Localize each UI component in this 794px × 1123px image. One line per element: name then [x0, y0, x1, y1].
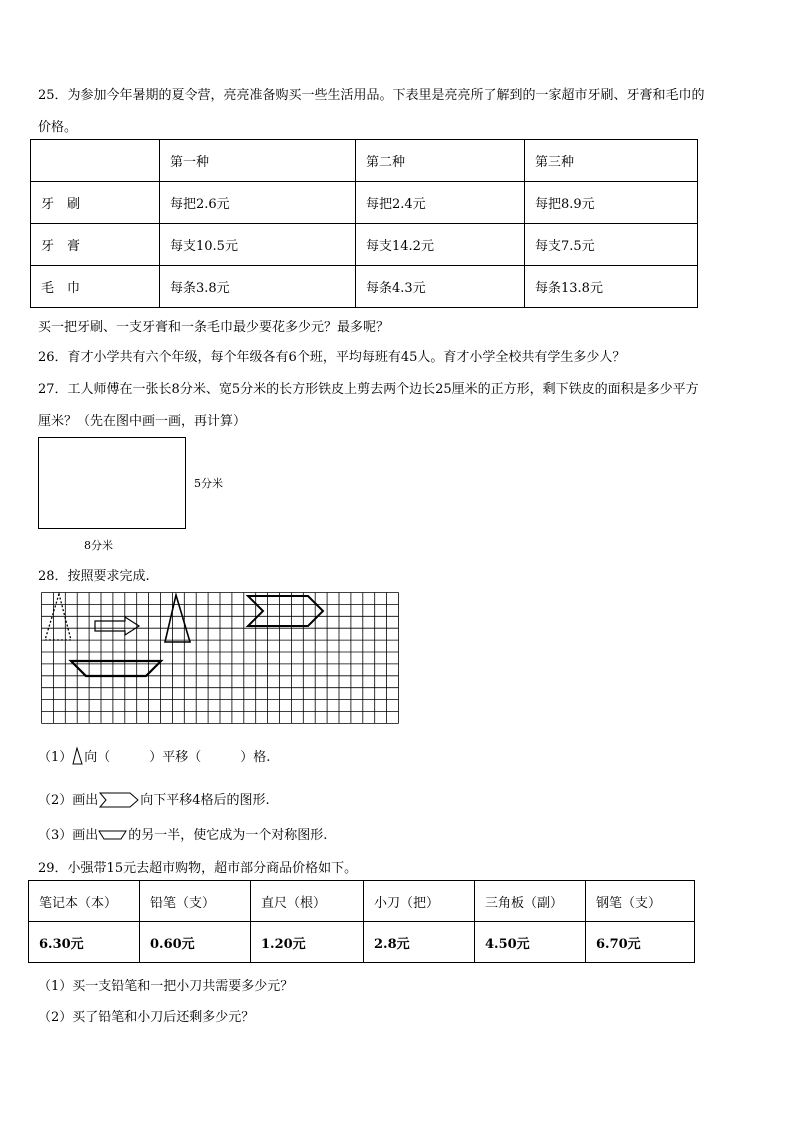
- table-cell: 6.30元: [29, 922, 140, 963]
- table-header-row: [31, 140, 698, 182]
- table-cell: 每把8.9元: [525, 182, 698, 224]
- table-cell: 每条13.8元: [525, 266, 698, 308]
- small-triangle-icon: [72, 747, 84, 765]
- table-row: [31, 182, 698, 224]
- q25-price-table: [30, 139, 698, 308]
- table-cell: 每支14.2元: [356, 224, 525, 266]
- sub-label: （2）画出: [38, 793, 99, 808]
- table-cell: [31, 140, 160, 182]
- q27-line1: 27．工人师傅在一张长8分米、宽5分米的长方形铁皮上剪去两个边长25厘米的正方形，剩下铁皮的面积是多少平方: [38, 382, 699, 397]
- q28-title: 28．按照要求完成.: [38, 569, 150, 584]
- dotted-triangle-shape: [45, 594, 71, 640]
- q27-rectangle: [38, 437, 186, 529]
- q27-line2: 厘米？（先在图中画一画，再计算）: [38, 414, 247, 429]
- table-cell: 每支7.5元: [525, 224, 698, 266]
- sub-label: （3）画出: [38, 828, 99, 843]
- q28-sub3: [38, 824, 327, 843]
- table-cell: 每把2.6元: [160, 182, 356, 224]
- table-cell: 1.20元: [251, 922, 364, 963]
- table-header-row: [29, 881, 695, 922]
- q25-line2: 价格。: [38, 120, 78, 135]
- arrow-shape: [95, 617, 139, 635]
- table-cell: 每支10.5元: [160, 224, 356, 266]
- q29-sub2: （2）买了铅笔和小刀后还剩多少元？: [38, 1010, 255, 1025]
- half-trapezoid-shape: [71, 661, 161, 676]
- grid-lines: [42, 593, 399, 724]
- half-trapezoid-icon: [98, 829, 128, 841]
- table-cell: 笔记本（本）: [29, 881, 140, 922]
- table-cell: 0.60元: [140, 922, 251, 963]
- q26-text: 26．育才小学共有六个年级，每个年级各有6个班，平均每班有45人。育才小学全校共有学生多少人？: [38, 350, 626, 365]
- q29-price-table: [28, 880, 695, 963]
- table-cell: 6.70元: [586, 922, 695, 963]
- table-cell: 牙 刷: [31, 182, 160, 224]
- q27-width-label: 5分米: [194, 477, 223, 490]
- table-cell: 每把2.4元: [356, 182, 525, 224]
- q29-sub1: （1）买一支铅笔和一把小刀共需要多少元？: [38, 979, 294, 994]
- table-cell: 牙 膏: [31, 224, 160, 266]
- table-cell: 第三种: [525, 140, 698, 182]
- q27-length-label: 8分米: [84, 539, 113, 552]
- table-cell: 2.8元: [364, 922, 475, 963]
- q28-grid-figure: [41, 592, 399, 732]
- q29-title: 29．小强带15元去超市购物，超市部分商品价格如下。: [38, 861, 358, 876]
- table-cell: 每条4.3元: [356, 266, 525, 308]
- table-cell: 第一种: [160, 140, 356, 182]
- table-cell: 直尺（根）: [251, 881, 364, 922]
- table-cell: 第二种: [356, 140, 525, 182]
- q25-question: 买一把牙刷、一支牙膏和一条毛巾最少要花多少元？最多呢？: [38, 320, 390, 335]
- table-cell: 小刀（把）: [364, 881, 475, 922]
- table-row: [31, 266, 698, 308]
- table-row: [29, 922, 695, 963]
- table-row: [31, 224, 698, 266]
- q28-sub2: [38, 789, 270, 809]
- solid-triangle-shape: [165, 595, 190, 642]
- table-cell: 钢笔（支）: [586, 881, 695, 922]
- sub-text: 向（ ）平移（ ）格.: [84, 750, 271, 765]
- sub-label: （1）: [38, 750, 73, 765]
- sub-text: 的另一半，使它成为一个对称图形.: [128, 828, 328, 843]
- pentagon-arrow-icon: [98, 791, 140, 809]
- q28-sub1: [38, 746, 270, 765]
- table-cell: 4.50元: [475, 922, 586, 963]
- table-cell: 毛 巾: [31, 266, 160, 308]
- table-cell: 每条3.8元: [160, 266, 356, 308]
- table-cell: 铅笔（支）: [140, 881, 251, 922]
- table-cell: 三角板（副）: [475, 881, 586, 922]
- sub-text: 向下平移4格后的图形.: [140, 793, 270, 808]
- q25-line1: 25．为参加今年暑期的夏令营，亮亮准备购买一些生活用品。下表里是亮亮所了解到的一家超市牙刷、牙膏和毛巾的: [38, 88, 705, 103]
- pentagon-arrow-shape: [248, 596, 323, 626]
